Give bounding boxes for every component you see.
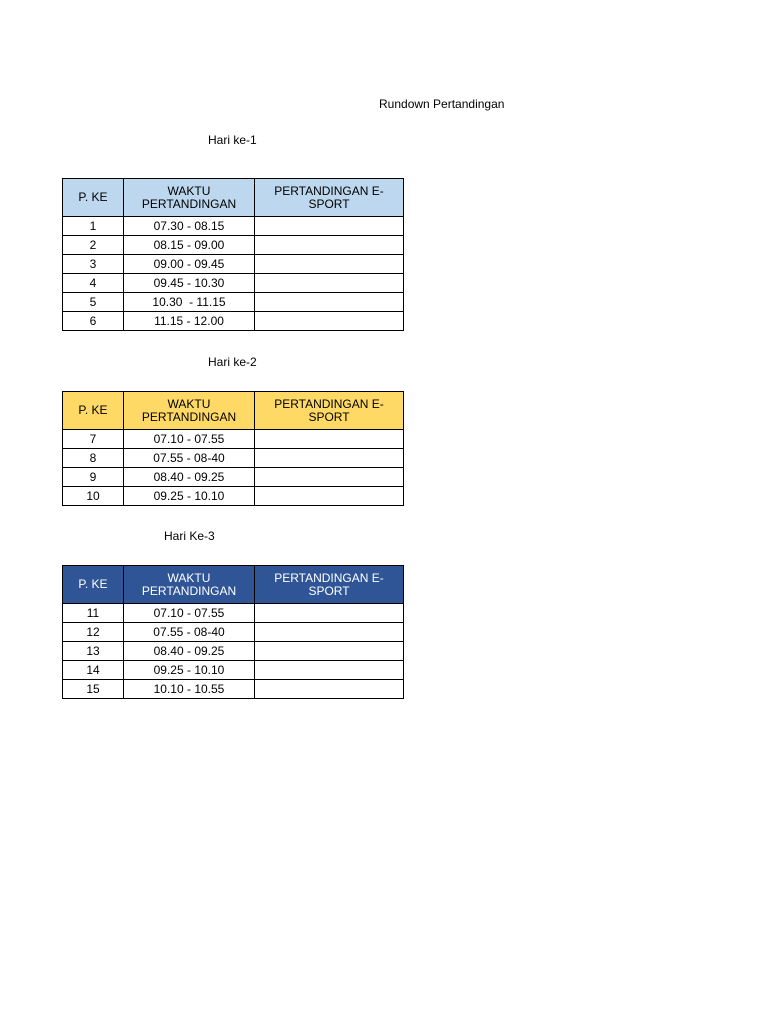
cell-match[interactable]	[255, 236, 404, 255]
cell-time: 07.10 - 07.55	[124, 430, 255, 449]
cell-no: 5	[63, 293, 124, 312]
header-pertandingan: PERTANDINGAN E-SPORT	[255, 179, 404, 217]
table-row	[63, 449, 404, 468]
cell-no: 8	[63, 449, 124, 468]
page-title: Rundown Pertandingan	[379, 97, 505, 111]
cell-no: 14	[63, 661, 124, 680]
cell-no: 3	[63, 255, 124, 274]
day-3-label: Hari Ke-3	[164, 529, 215, 543]
header-p-ke: P. KE	[63, 179, 124, 217]
day-2-label: Hari ke-2	[208, 355, 257, 369]
cell-match[interactable]	[255, 487, 404, 506]
cell-match[interactable]	[255, 430, 404, 449]
table-row	[63, 680, 404, 699]
header-row	[63, 179, 404, 217]
header-row	[63, 566, 404, 604]
cell-match[interactable]	[255, 293, 404, 312]
cell-time: 07.10 - 07.55	[124, 604, 255, 623]
table-row	[63, 623, 404, 642]
cell-match[interactable]	[255, 217, 404, 236]
table-row	[63, 255, 404, 274]
cell-match[interactable]	[255, 312, 404, 331]
cell-time: 07.30 - 08.15	[124, 217, 255, 236]
cell-no: 9	[63, 468, 124, 487]
table-row	[63, 487, 404, 506]
cell-match[interactable]	[255, 642, 404, 661]
cell-time: 08.40 - 09.25	[124, 468, 255, 487]
cell-no: 15	[63, 680, 124, 699]
table-row	[63, 217, 404, 236]
table-row	[63, 642, 404, 661]
cell-match[interactable]	[255, 449, 404, 468]
cell-time: 09.00 - 09.45	[124, 255, 255, 274]
header-p-ke: P. KE	[63, 392, 124, 430]
cell-match[interactable]	[255, 255, 404, 274]
cell-time: 08.40 - 09.25	[124, 642, 255, 661]
cell-no: 13	[63, 642, 124, 661]
header-row	[63, 392, 404, 430]
table-row	[63, 312, 404, 331]
table-row	[63, 293, 404, 312]
cell-match[interactable]	[255, 661, 404, 680]
cell-match[interactable]	[255, 468, 404, 487]
cell-time: 09.25 - 10.10	[124, 661, 255, 680]
header-p-ke: P. KE	[63, 566, 124, 604]
cell-no: 11	[63, 604, 124, 623]
cell-match[interactable]	[255, 680, 404, 699]
header-pertandingan: PERTANDINGAN E-SPORT	[255, 392, 404, 430]
header-pertandingan: PERTANDINGAN E-SPORT	[255, 566, 404, 604]
cell-time: 07.55 - 08-40	[124, 623, 255, 642]
cell-time: 08.15 - 09.00	[124, 236, 255, 255]
cell-time: 10.30 - 11.15	[124, 293, 255, 312]
cell-time: 11.15 - 12.00	[124, 312, 255, 331]
header-waktu: WAKTU PERTANDINGAN	[124, 392, 255, 430]
day-1-table	[62, 178, 404, 331]
cell-time: 09.45 - 10.30	[124, 274, 255, 293]
cell-match[interactable]	[255, 274, 404, 293]
table-row	[63, 236, 404, 255]
cell-no: 4	[63, 274, 124, 293]
day-1-label: Hari ke-1	[208, 133, 257, 147]
cell-no: 7	[63, 430, 124, 449]
header-waktu: WAKTU PERTANDINGAN	[124, 179, 255, 217]
cell-time: 09.25 - 10.10	[124, 487, 255, 506]
cell-no: 12	[63, 623, 124, 642]
cell-time: 07.55 - 08-40	[124, 449, 255, 468]
table-row	[63, 430, 404, 449]
table-row	[63, 604, 404, 623]
cell-time: 10.10 - 10.55	[124, 680, 255, 699]
cell-match[interactable]	[255, 604, 404, 623]
table-row	[63, 661, 404, 680]
day-2-table	[62, 391, 404, 506]
cell-no: 6	[63, 312, 124, 331]
cell-no: 2	[63, 236, 124, 255]
cell-no: 10	[63, 487, 124, 506]
table-row	[63, 468, 404, 487]
cell-no: 1	[63, 217, 124, 236]
cell-match[interactable]	[255, 623, 404, 642]
header-waktu: WAKTU PERTANDINGAN	[124, 566, 255, 604]
day-3-table	[62, 565, 404, 699]
table-row	[63, 274, 404, 293]
